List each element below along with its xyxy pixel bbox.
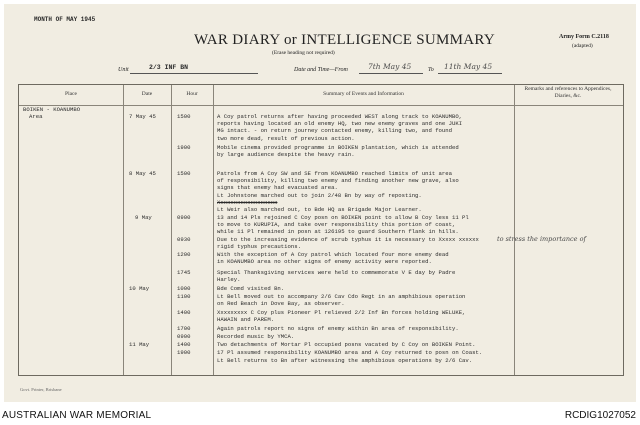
summary-line: Mobile cinema provided programme in BOIKEN plantation, which is attended [217, 144, 459, 151]
summary-line: in KOANUMBO area no other signs of enemy activity were reported. [217, 258, 432, 266]
month-label: MONTH OF MAY 1945 [34, 16, 96, 23]
entry-summary [217, 309, 517, 323]
summary-line: With the exception of A Coy patrol which located four more enemy dead [217, 251, 449, 258]
date-from-label: Date and Time—From [294, 67, 348, 73]
entry-date: 10 May [129, 285, 150, 292]
unit-underline [130, 73, 258, 74]
summary-line: Patrols from A Coy SW and SE from KOANUMBO reached limits of unit area [217, 170, 452, 177]
entry-summary [217, 144, 517, 158]
summary-line: rigid typhus precautions. [217, 243, 301, 251]
entry-hour: 0900 [177, 333, 191, 340]
archive-name: AUSTRALIAN WAR MEMORIAL [2, 410, 152, 421]
army-form-adapted: (adapted) [572, 43, 593, 49]
entry-hour: 1200 [177, 251, 191, 258]
entry-summary [217, 251, 517, 265]
page-subtitle: (Erase heading not required) [272, 50, 335, 56]
entry-summary [217, 236, 517, 250]
date-from-underline [359, 73, 423, 74]
army-form-label: Army Form C.2118 [559, 34, 609, 40]
entry-hour: 1745 [177, 269, 191, 276]
summary-line: Lt Weir also marched out, to Bde HQ as Brigade Major Learner. [217, 206, 422, 214]
summary-line: by large audience despite the heavy rain. [217, 151, 355, 159]
entry-hour: 1500 [177, 113, 191, 120]
summary-line: 13 and 14 Pls rejoined C Coy posn on BOIKEN point to allow B Coy less 11 Pl [217, 214, 469, 221]
summary-line: to move to KURUPIA, and take over responsibility this portion of coast, [217, 221, 456, 229]
entry-summary [217, 333, 517, 340]
margin-annotation: to stress the importance of [497, 235, 586, 243]
entry-hour: 1100 [177, 293, 191, 300]
summary-line: A Coy patrol returns after having proceeded WEST along track to KOANUMBO, [217, 113, 463, 120]
summary-line: Two detachments of Mortar Pl occupied posns vacated by C Coy on BOIKEN Point. [217, 341, 476, 348]
summary-line: while 11 Pl remained in posn at 126195 to guard Southern flank in hills. [217, 228, 459, 236]
unit-value: 2/3 INF BN [149, 64, 189, 71]
entry-date: 8 May 45 [129, 170, 156, 177]
summary-line: Bde Comd visited Bn. [217, 285, 285, 292]
summary-line: on Red Beach in Dove Bay, as observer. [217, 300, 345, 308]
summary-line: Recorded music by YMCA. [217, 333, 295, 340]
summary-line: Due to the increasing evidence of scrub typhus it is necessary to Xxxxx xxxxxx [217, 236, 479, 243]
diary-table [18, 84, 624, 376]
archive-footer [0, 405, 640, 425]
entry-date: 9 May [135, 214, 152, 221]
entry-summary [217, 325, 517, 332]
diary-page [4, 4, 636, 402]
printer-imprint: Govt. Printer, Brisbane [20, 387, 62, 392]
summary-line: 17 Pl assumed responsibility KOANUMBO area and A Coy returned to posn on Coast. [217, 349, 483, 356]
entry-date: 11 May [129, 341, 150, 348]
entry-summary [217, 349, 517, 356]
place-line: BOIKEN - KOANUMBO [23, 106, 81, 113]
entry-summary [217, 293, 517, 307]
summary-line: Special Thanksgiving services were held to commemorate V E day by Padre [217, 269, 456, 276]
entry-date: 7 May 45 [129, 113, 156, 120]
page-title: WAR DIARY or INTELLIGENCE SUMMARY [194, 32, 496, 48]
summary-line: Again patrols report no signs of enemy within Bn area of responsibility. [217, 325, 459, 332]
summary-line: Xxxxxxxxxxxxxxxxxx [217, 198, 278, 206]
summary-line: MG intact. - on return journey contacted enemy, killing two, and found [217, 127, 452, 135]
entry-summary [217, 113, 517, 142]
entry-hour: 1900 [177, 349, 191, 356]
col-header-date: Date [141, 91, 153, 97]
header-divider [19, 105, 623, 106]
summary-line: Xxxxxxxxx C Coy plus Pioneer Pl relieved 2/2 Inf Bn forces holding WELUKE, [217, 309, 466, 316]
col-divider [171, 85, 172, 375]
entry-hour: 0900 [177, 214, 191, 221]
entry-hour: 0930 [177, 236, 191, 243]
date-to-value: 11th May 45 [444, 62, 493, 71]
col-header-remarks: Remarks and references to Appendices, Diaries, &c. [524, 86, 612, 99]
col-header-hour: Hour [186, 91, 198, 97]
entry-hour: 1400 [177, 341, 191, 348]
entry-hour: 1700 [177, 325, 191, 332]
entry-summary [217, 214, 517, 236]
place-line: Area [29, 113, 43, 120]
summary-line: two more dead, result of previous action. [217, 134, 355, 142]
archive-id: RCDIG1027052 [564, 410, 636, 421]
date-from-value: 7th May 45 [368, 62, 412, 71]
col-divider [213, 85, 214, 375]
entry-hour: 1400 [177, 309, 191, 316]
date-to-label: To [428, 67, 434, 73]
summary-line: Harley. [217, 276, 241, 284]
summary-line: signs that enemy had evacuated area. [217, 184, 338, 192]
summary-line: Lt Bell returns to Bn after witnessing the amphibious operations by 2/6 Cav. [217, 357, 473, 364]
summary-line: reports having located an old enemy HQ, two new enemy graves and one JUKI [217, 120, 463, 128]
entry-hour: 1500 [177, 170, 191, 177]
col-divider [123, 85, 124, 375]
unit-label: Unit [118, 67, 129, 73]
summary-line: HAWAIN and PAREM. [217, 316, 275, 324]
summary-line: of responsibility, killing two enemy and finding another new grave, also [217, 177, 459, 185]
entry-summary [217, 269, 517, 283]
entry-summary [217, 341, 517, 348]
summary-line: Lt Johnstone marched out to join 2/48 Bn by way of reposting. [217, 191, 422, 199]
entry-hour: 1900 [177, 144, 191, 151]
col-header-place: Place [65, 91, 77, 97]
entry-summary [217, 285, 517, 292]
date-to-underline [438, 73, 502, 74]
entry-summary [217, 170, 517, 213]
col-header-summary: Summary of Events and Information [323, 91, 404, 97]
summary-line: Lt Bell moved out to accompany 2/6 Cav Cdo Regt in an amphibious operation [217, 293, 466, 300]
entry-summary [217, 357, 517, 364]
entry-hour: 1000 [177, 285, 191, 292]
